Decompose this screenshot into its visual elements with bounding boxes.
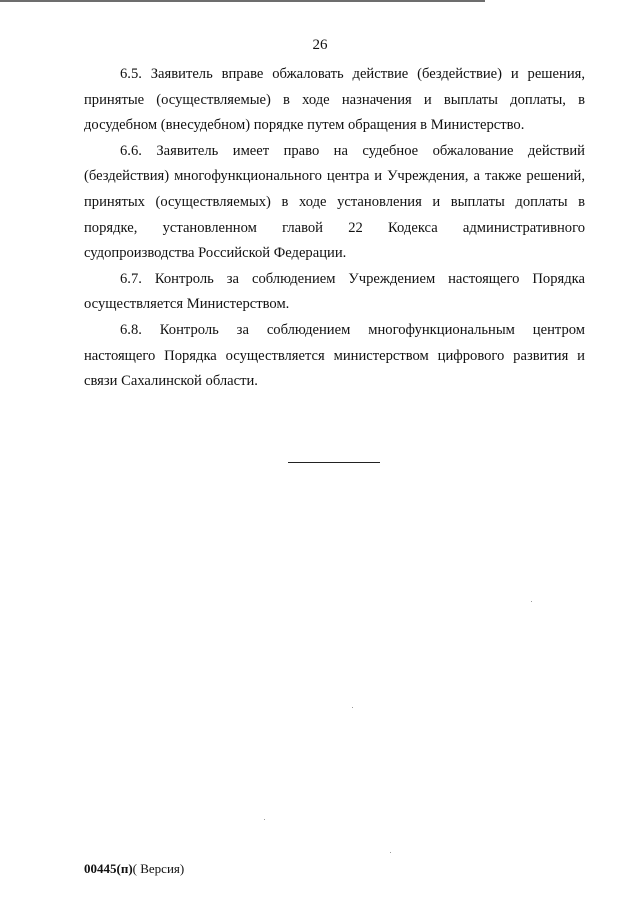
scan-speck xyxy=(390,852,391,853)
paragraph-6-5: 6.5. Заявитель вправе обжаловать действие (бездействие) и решения, принятые (осуществляемые) в ходе назначения и выплаты доплаты, в досудебном (внесудебном) порядке путем обращения в Министерство. xyxy=(84,66,585,134)
paragraph-6-7: 6.7. Контроль за соблюдением Учреждением настоящего Порядка осуществляется Министерством. xyxy=(84,270,585,313)
scan-speck xyxy=(352,707,353,708)
scan-speck xyxy=(264,819,265,820)
document-code: 00445(п) xyxy=(84,861,133,876)
page-number: 26 xyxy=(312,37,328,53)
paragraph-6-8: 6.8. Контроль за соблюдением многофункциональным центром настоящего Порядка осуществляется министерством цифрового развития и связи Сахалинской области. xyxy=(84,321,585,390)
top-border-line xyxy=(0,0,485,2)
paragraph-6-6: 6.6. Заявитель имеет право на судебное обжалование действий (бездействия) многофункционального центра и Учреждения, а также решений, принятых (осуществляемых) в ходе установления и выплаты доплаты в порядке, установленном главой 22 Кодекса административного судопроизводства Российской Федерации. xyxy=(84,142,585,262)
document-body xyxy=(84,62,585,395)
version-label: ( Версия) xyxy=(132,861,185,876)
end-of-text-divider xyxy=(288,462,380,463)
document-footer xyxy=(84,861,184,877)
scan-speck xyxy=(531,601,532,602)
